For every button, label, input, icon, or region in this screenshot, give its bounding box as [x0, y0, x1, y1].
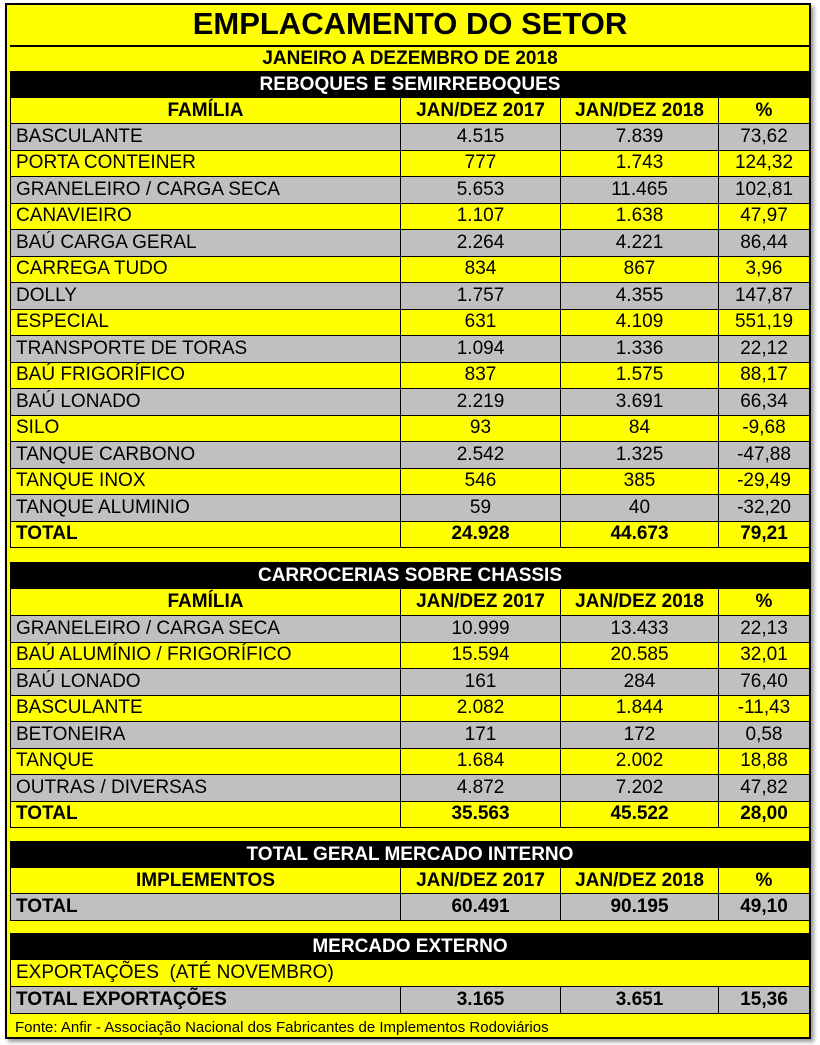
percent-cell: 86,44: [718, 230, 809, 256]
value-2017-cell: 161: [400, 669, 560, 695]
column-header-percent: %: [718, 98, 809, 123]
table-row: [10, 669, 810, 696]
value-2018-cell: 867: [560, 257, 718, 283]
column-header-2018: JAN/DEZ 2018: [560, 589, 718, 615]
table-row: [10, 722, 810, 749]
percent-cell: 18,88: [718, 749, 809, 775]
percent-cell: 551,19: [718, 310, 809, 336]
section-header-mercado-externo: [10, 933, 810, 960]
table-row: [10, 151, 810, 178]
value-2018-cell: 172: [560, 722, 718, 748]
familia-cell: SILO: [16, 417, 60, 439]
total-label: TOTAL: [16, 523, 78, 545]
percent-cell: 0,58: [718, 722, 809, 748]
value-2017-cell: 837: [400, 363, 560, 389]
value-2018-cell: 1.575: [560, 363, 718, 389]
familia-cell: ESPECIAL: [16, 311, 109, 333]
value-2017-cell: 59: [400, 495, 560, 521]
page-title: [10, 4, 810, 44]
total-2018: 90.195: [560, 894, 718, 920]
percent-cell: 32,01: [718, 643, 809, 669]
value-2017-cell: 15.594: [400, 643, 560, 669]
column-header-implementos: IMPLEMENTOS: [136, 869, 275, 891]
value-2017-cell: 631: [400, 310, 560, 336]
value-2017-cell: 2.264: [400, 230, 560, 256]
percent-cell: -11,43: [718, 696, 809, 722]
familia-cell: BETONEIRA: [16, 723, 126, 745]
familia-cell: GRANELEIRO / CARGA SECA: [16, 617, 280, 639]
value-2017-cell: 2.082: [400, 696, 560, 722]
table-row: [10, 775, 810, 802]
value-2018-cell: 1.336: [560, 336, 718, 362]
column-header-row-reboques: [10, 98, 810, 124]
column-header-familia: FAMÍLIA: [167, 99, 244, 121]
table-row: [10, 442, 810, 469]
familia-cell: BAÚ CARGA GERAL: [16, 231, 197, 253]
table-row: [10, 643, 810, 670]
total-2018: 44.673: [560, 522, 718, 548]
familia-cell: BASCULANTE: [16, 697, 143, 719]
value-2018-cell: 11.465: [560, 177, 718, 203]
table-row: [10, 177, 810, 204]
value-2018-cell: 1.325: [560, 442, 718, 468]
table-row: [10, 749, 810, 776]
period-subtitle: [10, 47, 810, 70]
section-header-reboques: [10, 71, 810, 98]
familia-cell: PORTA CONTEINER: [16, 152, 196, 174]
percent-cell: 47,82: [718, 775, 809, 801]
value-2017-cell: 1.757: [400, 283, 560, 309]
percent-cell: 73,62: [718, 124, 809, 150]
column-header-2017: JAN/DEZ 2017: [400, 589, 560, 615]
table-row: [10, 696, 810, 723]
value-2018-cell: 1.743: [560, 151, 718, 177]
table-row: [10, 230, 810, 257]
familia-cell: DOLLY: [16, 284, 77, 306]
value-2017-cell: 2.542: [400, 442, 560, 468]
column-header-row-mercado-interno: [10, 868, 810, 894]
percent-cell: -29,49: [718, 469, 809, 495]
column-header-familia: FAMÍLIA: [167, 591, 244, 612]
table-row: [10, 616, 810, 643]
total-percent: 49,10: [718, 894, 809, 920]
value-2017-cell: 1.107: [400, 204, 560, 230]
section-title-mercado-externo: MERCADO EXTERNO: [312, 935, 508, 957]
percent-cell: 88,17: [718, 363, 809, 389]
section-header-mercado-interno: [10, 841, 810, 868]
total-percent: 79,21: [718, 522, 809, 548]
value-2017-cell: 1.094: [400, 336, 560, 362]
total-exportacoes-label: TOTAL EXPORTAÇÕES: [16, 989, 227, 1010]
page-title-text: EMPLACAMENTO DO SETOR: [192, 6, 628, 41]
familia-cell: TANQUE CARBONO: [16, 443, 196, 465]
value-2018-cell: 385: [560, 469, 718, 495]
value-2017-cell: 4.515: [400, 124, 560, 150]
section-title-reboques: REBOQUES E SEMIRREBOQUES: [259, 73, 561, 95]
familia-cell: GRANELEIRO / CARGA SECA: [16, 178, 280, 200]
table-row: [10, 124, 810, 151]
value-2018-cell: 84: [560, 416, 718, 442]
familia-cell: CARREGA TUDO: [16, 258, 168, 280]
table-row: [10, 363, 810, 390]
section-title-carrocerias: CARROCERIAS SOBRE CHASSIS: [257, 564, 563, 586]
exportacoes-label: EXPORTAÇÕES (ATÉ NOVEMBRO): [16, 962, 334, 983]
percent-cell: 47,97: [718, 204, 809, 230]
total-label: TOTAL: [16, 803, 78, 825]
value-2018-cell: 1.844: [560, 696, 718, 722]
value-2018-cell: 7.839: [560, 124, 718, 150]
total-2017: 60.491: [400, 894, 560, 920]
value-2018-cell: 4.221: [560, 230, 718, 256]
table-row: [10, 310, 810, 337]
percent-cell: 76,40: [718, 669, 809, 695]
familia-cell: BASCULANTE: [16, 125, 143, 147]
total-row: [10, 802, 810, 829]
familia-cell: TRANSPORTE DE TORAS: [16, 337, 248, 359]
table-row: [10, 336, 810, 363]
value-2018-cell: 1.638: [560, 204, 718, 230]
percent-cell: -47,88: [718, 442, 809, 468]
total-row: [10, 522, 810, 549]
value-2017-cell: 1.684: [400, 749, 560, 775]
total-row-exportacoes: [10, 987, 810, 1014]
percent-cell: 147,87: [718, 283, 809, 309]
column-header-2017: JAN/DEZ 2017: [400, 868, 560, 893]
source-text: Fonte: Anfir - Associação Nacional dos Fabricantes de Implementos Rodoviários: [15, 1018, 549, 1036]
total-2017: 24.928: [400, 522, 560, 548]
value-2017-cell: 4.872: [400, 775, 560, 801]
table-row: [10, 416, 810, 443]
column-header-percent: %: [718, 868, 809, 893]
table-row: [10, 257, 810, 284]
value-2018-cell: 7.202: [560, 775, 718, 801]
value-2017-cell: 5.653: [400, 177, 560, 203]
column-header-2018: JAN/DEZ 2018: [560, 98, 718, 123]
column-header-2018: JAN/DEZ 2018: [560, 868, 718, 893]
total-exportacoes-2018: 3.651: [560, 987, 718, 1013]
value-2017-cell: 2.219: [400, 389, 560, 415]
familia-cell: TANQUE INOX: [16, 470, 146, 492]
value-2018-cell: 284: [560, 669, 718, 695]
total-row-mercado-interno: [10, 894, 810, 921]
familia-cell: OUTRAS / DIVERSAS: [16, 776, 208, 798]
percent-cell: 66,34: [718, 389, 809, 415]
familia-cell: TANQUE: [16, 750, 94, 772]
familia-cell: BAÚ LONADO: [16, 670, 141, 692]
total-percent: 28,00: [718, 802, 809, 828]
value-2018-cell: 4.109: [560, 310, 718, 336]
value-2017-cell: 777: [400, 151, 560, 177]
familia-cell: BAÚ FRIGORÍFICO: [16, 364, 185, 386]
source-footnote: [15, 1016, 549, 1038]
value-2017-cell: 10.999: [400, 616, 560, 642]
table-row: [10, 283, 810, 310]
percent-cell: 124,32: [718, 151, 809, 177]
familia-cell: BAÚ LONADO: [16, 390, 141, 412]
table-row: [10, 389, 810, 416]
value-2017-cell: 171: [400, 722, 560, 748]
percent-cell: 22,12: [718, 336, 809, 362]
value-2018-cell: 13.433: [560, 616, 718, 642]
percent-cell: -32,20: [718, 495, 809, 521]
column-header-row-carrocerias: [10, 589, 810, 616]
familia-cell: TANQUE ALUMINIO: [16, 496, 190, 518]
percent-cell: 3,96: [718, 257, 809, 283]
total-2017: 35.563: [400, 802, 560, 828]
total-exportacoes-percent: 15,36: [718, 987, 809, 1013]
familia-cell: CANAVIEIRO: [16, 205, 132, 227]
total-exportacoes-2017: 3.165: [400, 987, 560, 1013]
table-row: [10, 469, 810, 496]
column-header-2017: JAN/DEZ 2017: [400, 98, 560, 123]
value-2018-cell: 4.355: [560, 283, 718, 309]
percent-cell: 102,81: [718, 177, 809, 203]
value-2018-cell: 20.585: [560, 643, 718, 669]
value-2018-cell: 2.002: [560, 749, 718, 775]
value-2017-cell: 546: [400, 469, 560, 495]
period-text: JANEIRO A DEZEMBRO DE 2018: [262, 47, 558, 69]
table-row: [10, 495, 810, 522]
familia-cell: BAÚ ALUMÍNIO / FRIGORÍFICO: [16, 644, 292, 666]
exportacoes-label-row: [10, 960, 810, 987]
value-2017-cell: 834: [400, 257, 560, 283]
percent-cell: 22,13: [718, 616, 809, 642]
total-label: TOTAL: [16, 896, 78, 917]
column-header-percent: %: [718, 589, 809, 615]
section-header-carrocerias: [10, 562, 810, 589]
table-row: [10, 204, 810, 231]
total-2018: 45.522: [560, 802, 718, 828]
percent-cell: -9,68: [718, 416, 809, 442]
value-2018-cell: 40: [560, 495, 718, 521]
value-2017-cell: 93: [400, 416, 560, 442]
value-2018-cell: 3.691: [560, 389, 718, 415]
section-title-mercado-interno: TOTAL GERAL MERCADO INTERNO: [246, 843, 574, 865]
